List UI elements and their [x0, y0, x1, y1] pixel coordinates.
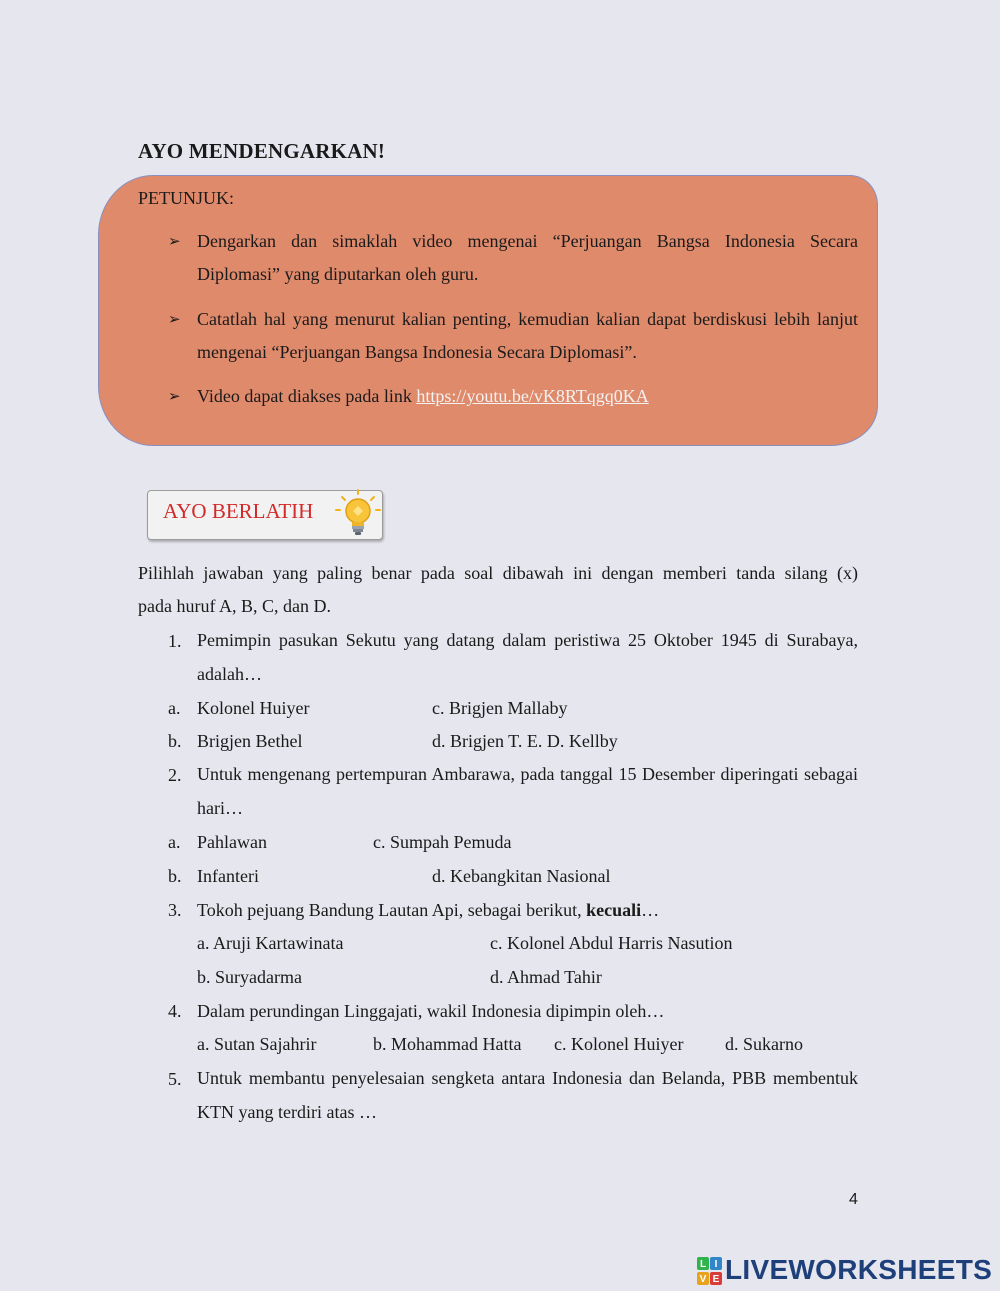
answer-option-b[interactable]: b. Suryadarma — [197, 967, 302, 987]
question-emphasis: kecuali — [586, 900, 642, 920]
answer-option-d[interactable]: d. Sukarno — [725, 1034, 803, 1054]
option-label: b. — [168, 731, 182, 751]
logo-letter: I — [714, 1259, 718, 1270]
option-label: a. — [168, 698, 181, 718]
liveworksheets-logo-icon — [697, 1255, 723, 1287]
logo-letter: V — [699, 1274, 707, 1285]
instructions-label: PETUNJUK: — [138, 188, 235, 208]
answer-option-d[interactable]: d. Kebangkitan Nasional — [432, 866, 611, 886]
question-number: 1. — [168, 631, 182, 651]
instruction-bullet — [168, 225, 858, 291]
instruction-bullet — [168, 380, 858, 413]
answer-option-a[interactable]: a. Aruji Kartawinata — [197, 933, 344, 953]
lightbulb-icon — [333, 488, 383, 542]
question-text: Pemimpin pasukan Sekutu yang datang dalam peristiwa 25 Oktober 1945 di Surabaya, adalah… — [197, 630, 858, 684]
liveworksheets-brand: LIVEWORKSHEETS — [725, 1254, 993, 1285]
answer-option-b[interactable]: Brigjen Bethel — [197, 731, 303, 751]
question-text-part: Tokoh pejuang Bandung Lautan Api, sebagai berikut, — [197, 900, 587, 920]
arrow-bullet-icon: ➢ — [168, 387, 181, 405]
page-number: 4 — [849, 1191, 858, 1208]
exercise-instruction: pada huruf A, B, C, dan D. — [138, 596, 331, 616]
arrow-bullet-icon: ➢ — [168, 232, 181, 250]
question-text-part: … — [641, 900, 660, 920]
logo-letter: L — [699, 1259, 707, 1270]
answer-option-c[interactable]: c. Kolonel Huiyer — [554, 1034, 684, 1054]
answer-option-a[interactable]: a. Sutan Sajahrir — [197, 1034, 317, 1054]
answer-option-d[interactable]: d. Ahmad Tahir — [490, 967, 602, 987]
instruction-text: Catatlah hal yang menurut kalian penting, kemudian kalian dapat berdiskusi lebih lanjut mengenai “Perjuangan Bangsa Indonesia Secara Diplomasi”. — [197, 309, 858, 362]
question-number: 2. — [168, 765, 182, 785]
question-text — [197, 900, 659, 921]
exercise-instruction: Pilihlah jawaban yang paling benar pada soal dibawah ini dengan memberi tanda silang (x) — [138, 563, 858, 583]
answer-option-d[interactable]: d. Brigjen T. E. D. Kellby — [432, 731, 618, 751]
video-link[interactable]: https://youtu.be/vK8RTqgq0KA — [416, 386, 649, 406]
answer-option-c[interactable]: c. Brigjen Mallaby — [432, 698, 568, 718]
section-heading-mendengarkan: AYO MENDENGARKAN! — [138, 139, 386, 163]
question-number: 4. — [168, 1001, 182, 1021]
answer-option-b[interactable]: Infanteri — [197, 866, 259, 886]
instruction-bullet — [168, 303, 858, 369]
answer-option-a[interactable]: Pahlawan — [197, 832, 267, 852]
question-number: 3. — [168, 900, 182, 920]
question-text: Untuk membantu penyelesaian sengketa antara Indonesia dan Belanda, PBB membentuk KTN yang terdiri atas … — [197, 1068, 858, 1122]
question-text: Dalam perundingan Linggajati, wakil Indonesia dipimpin oleh… — [197, 1001, 665, 1021]
arrow-bullet-icon: ➢ — [168, 310, 181, 328]
question-number: 5. — [168, 1069, 182, 1089]
practice-badge-label: AYO BERLATIH — [163, 499, 314, 523]
link-prefix-text: Video dapat diakses pada link — [197, 386, 417, 406]
instruction-text — [197, 380, 858, 413]
answer-option-b[interactable]: b. Mohammad Hatta — [373, 1034, 522, 1054]
instruction-text: Dengarkan dan simaklah video mengenai “Perjuangan Bangsa Indonesia Secara Diplomasi” yang diputarkan oleh guru. — [197, 231, 858, 284]
answer-option-c[interactable]: c. Sumpah Pemuda — [373, 832, 512, 852]
question-text: Untuk mengenang pertempuran Ambarawa, pada tanggal 15 Desember diperingati sebagai hari… — [197, 764, 858, 818]
logo-letter: E — [712, 1274, 720, 1285]
option-label: b. — [168, 866, 182, 886]
answer-option-a[interactable]: Kolonel Huiyer — [197, 698, 310, 718]
answer-option-c[interactable]: c. Kolonel Abdul Harris Nasution — [490, 933, 733, 953]
option-label: a. — [168, 832, 181, 852]
